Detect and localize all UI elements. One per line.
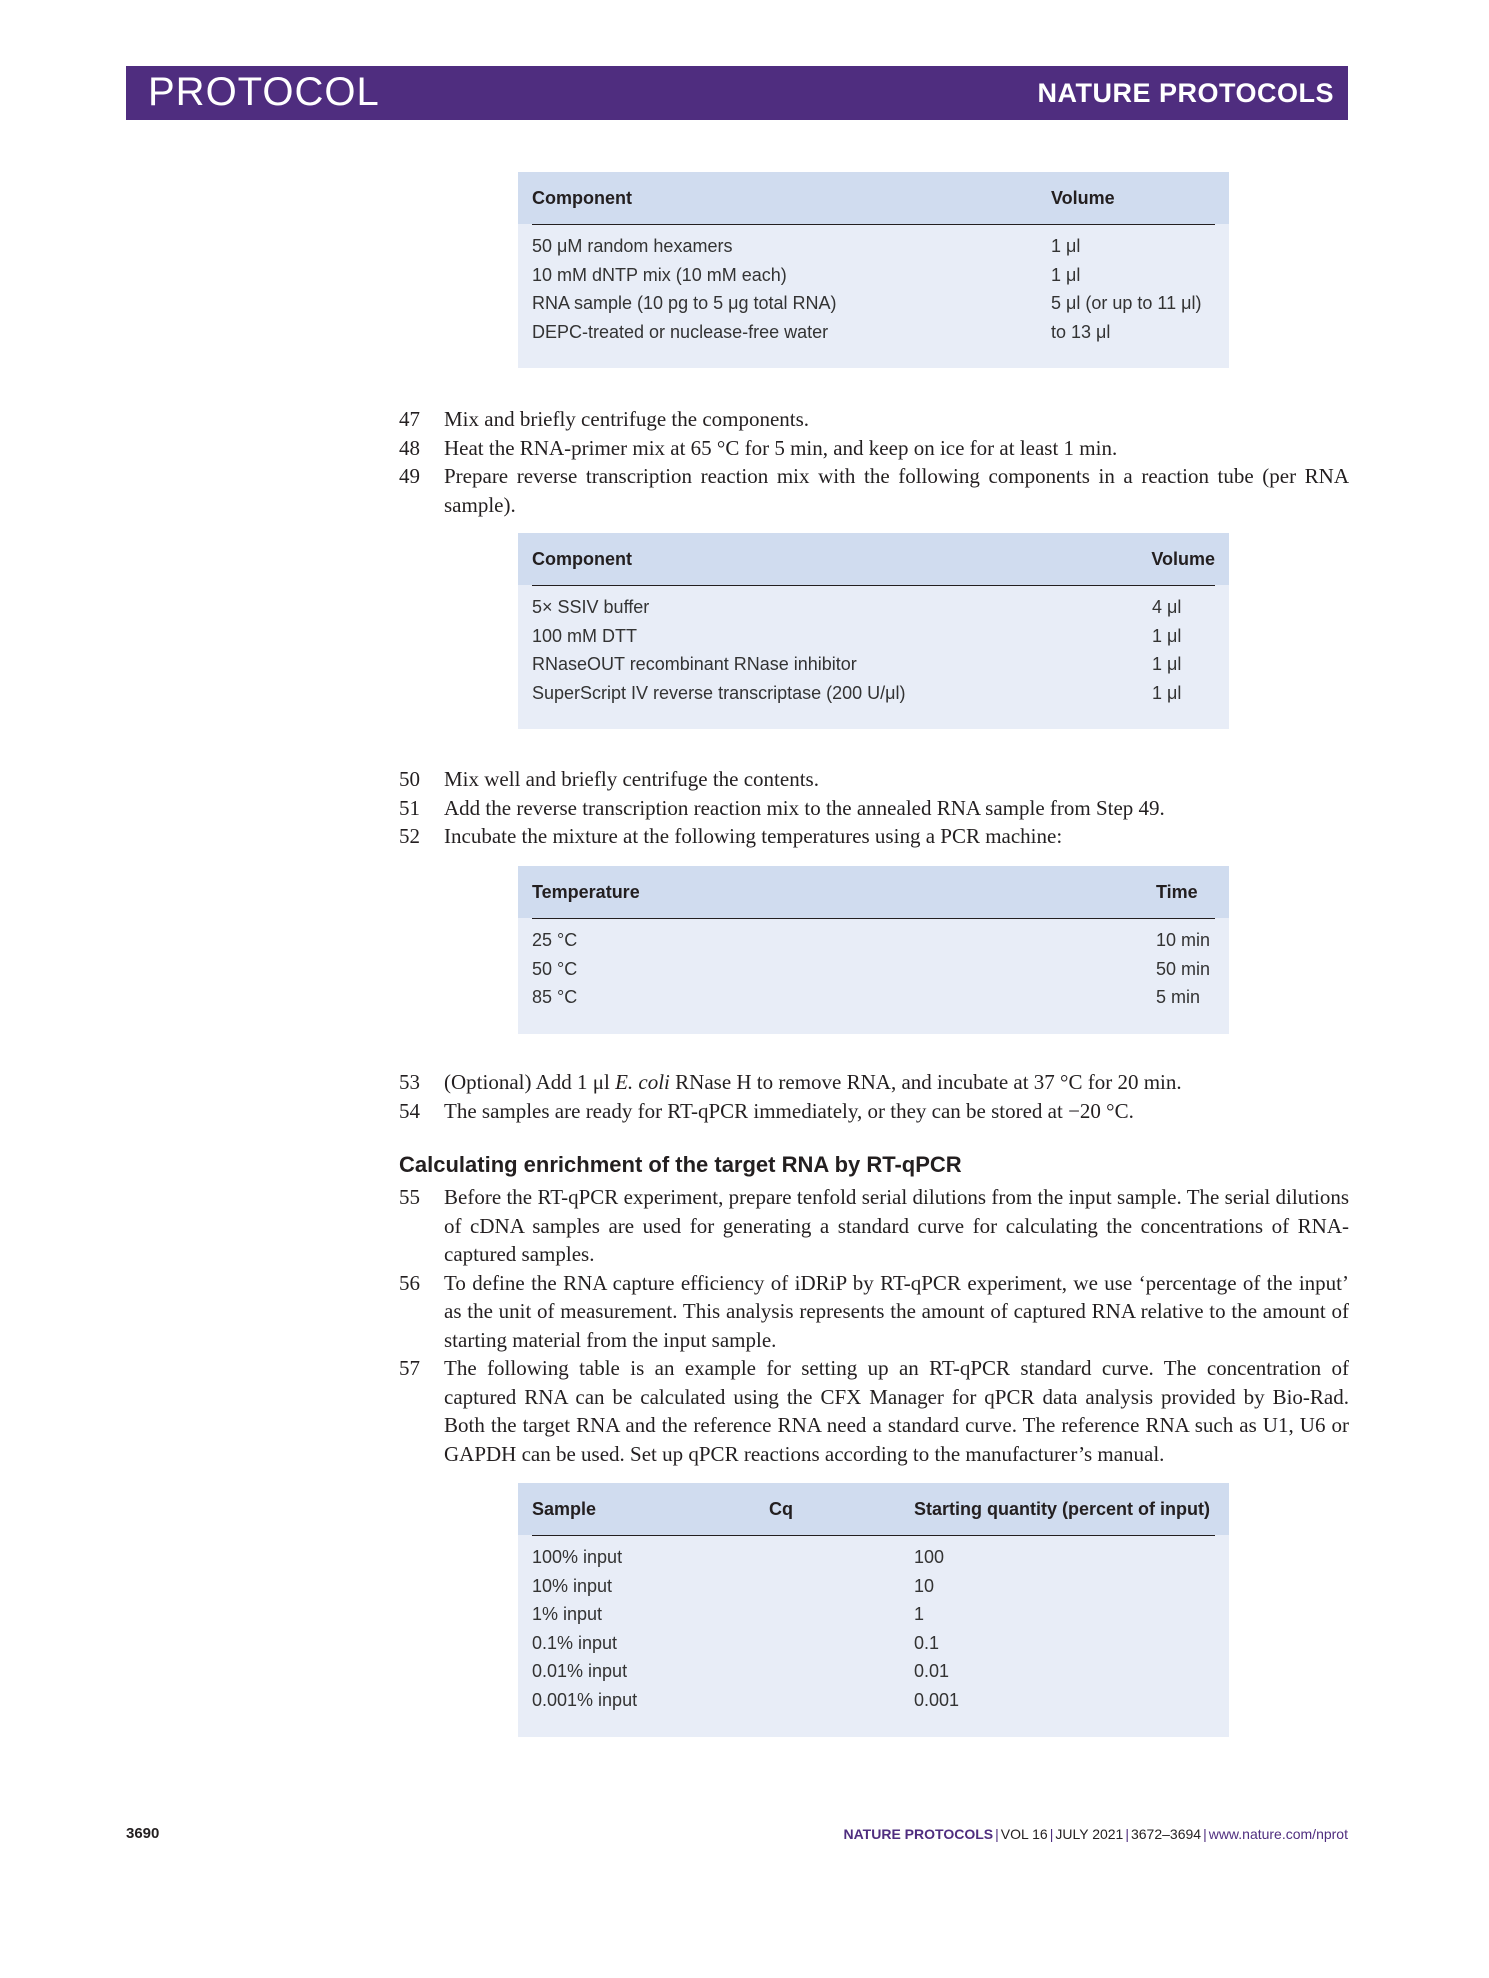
step-text: Heat the RNA-primer mix at 65 °C for 5 min, and keep on ice for at least 1 min. [444,435,1118,460]
column-header-starting-quantity: Starting quantity (percent of input) [914,1499,1210,1519]
table-row [518,957,1229,986]
volume-cell: 1 μl [1152,625,1182,646]
component-cell: 50 μM random hexamers [532,236,733,256]
temperature-cell: 50 °C [532,958,578,979]
table-body [518,585,1229,709]
step-text: To define the RNA capture efficiency of iDRiP by RT-qPCR experiment, we use ‘percentage of the input’ as the unit of measurement. This analysis represents the amount of captured RNA relative to the amount of starting material from the input sample. [444,1270,1349,1352]
step-number: 54 [399,1098,420,1123]
step-56 [399,1269,1349,1355]
volume-cell: to 13 μl [1051,321,1111,342]
step-number: 49 [399,464,420,488]
step-text: The following table is an example for setting up an RT-qPCR standard curve. The concentration of captured RNA can be calculated using the CFX Manager for qPCR data analysis provided by Bio-Rad. Both the target RNA and the reference RNA need a standard curve. The reference RNA such as U1, U6 or GAPDH can be used. Set up qPCR reactions according to the manufacturer’s manual. [444,1356,1349,1466]
step-47 [399,405,1349,434]
footer-url-link[interactable]: www.nature.com/nprot [1208,1826,1348,1842]
footer-date: JULY 2021 [1055,1826,1124,1842]
section-label: PROTOCOL [148,70,380,114]
time-cell: 5 min [1156,987,1201,1007]
table-row [518,291,1229,320]
column-header-volume: Volume [1051,188,1115,208]
step-number: 50 [399,767,420,791]
footer-separator: | [1203,1826,1207,1842]
component-cell: 5× SSIV buffer [532,597,650,617]
journal-label: NATURE PROTOCOLS [1037,78,1334,108]
table-header [518,533,1229,585]
table-header [518,866,1229,918]
footer-pages: 3672–3694 [1130,1826,1202,1842]
step-number: 48 [399,435,420,460]
footer-separator: | [995,1826,999,1842]
table-body [518,918,1229,1014]
column-header-temperature: Temperature [532,882,640,902]
table-row [518,320,1229,349]
column-header-component: Component [532,549,632,569]
column-header-time: Time [1156,882,1198,902]
header-bar [126,66,1348,120]
volume-cell: 1 μl [1051,236,1081,256]
step-number: 51 [399,795,420,820]
step-52 [399,822,1349,851]
step-text: Mix and briefly centrifuge the components. [444,407,810,431]
quantity-cell: 0.01 [914,1661,950,1681]
table-body [518,1535,1229,1716]
time-cell: 50 min [1156,958,1211,979]
column-header-cq: Cq [769,1499,793,1519]
table-row [518,1602,1229,1631]
table-rt-reaction-mix [518,533,1229,729]
sample-cell: 1% input [532,1604,603,1624]
component-cell: 100 mM DTT [532,625,638,646]
step-text: Add the reverse transcription reaction mix to the annealed RNA sample from Step 49. [444,795,1165,820]
step-49 [399,462,1349,519]
step-text: Incubate the mixture at the following temperatures using a PCR machine: [444,824,1063,848]
temperature-cell: 85 °C [532,987,578,1007]
footer-separator: | [1125,1826,1129,1842]
table-row [518,681,1229,710]
column-header-sample: Sample [532,1499,597,1519]
table-row [518,1659,1229,1688]
quantity-cell: 1 [914,1604,925,1624]
step-number: 53 [399,1070,420,1094]
sample-cell: 0.01% input [532,1661,628,1681]
step-51 [399,794,1349,823]
time-cell: 10 min [1156,930,1211,950]
table-row [518,1688,1229,1717]
step-57 [399,1354,1349,1468]
footer-volume: VOL 16 [1000,1826,1048,1842]
quantity-cell: 10 [914,1575,935,1596]
quantity-cell: 0.1 [914,1632,940,1653]
step-53 [399,1068,1349,1097]
page-number: 3690 [126,1825,160,1842]
section-heading: Calculating enrichment of the target RNA by RT-qPCR [399,1152,962,1177]
step-48 [399,434,1349,463]
sample-cell: 100% input [532,1547,623,1567]
column-header-component: Component [532,188,632,208]
table-header [518,1483,1229,1535]
table-standard-curve [518,1483,1229,1737]
volume-cell: 1 μl [1152,682,1182,703]
table-row [518,263,1229,292]
volume-cell: 1 μl [1051,264,1081,285]
step-55 [399,1183,1349,1269]
sample-cell: 10% input [532,1575,613,1596]
temperature-cell: 25 °C [532,930,578,950]
step-50 [399,765,1349,794]
step-54 [399,1097,1349,1126]
component-cell: SuperScript IV reverse transcriptase (200 U/μl) [532,682,906,703]
step-number: 56 [399,1270,420,1295]
component-cell: DEPC-treated or nuclease-free water [532,321,829,342]
table-rna-primer-mix [518,172,1229,368]
table-row [518,1545,1229,1574]
component-cell: RNA sample (10 pg to 5 μg total RNA) [532,293,837,313]
component-cell: RNaseOUT recombinant RNase inhibitor [532,654,857,674]
step-text: The samples are ready for RT-qPCR immediately, or they can be stored at −20 °C. [444,1098,1134,1123]
table-row [518,624,1229,653]
step-number: 47 [399,407,420,431]
table-row [518,1631,1229,1660]
table-row [518,985,1229,1014]
footer-citation [844,1826,1349,1842]
step-number: 55 [399,1185,420,1209]
table-header [518,172,1229,224]
quantity-cell: 0.001 [914,1689,960,1710]
step-text: Before the RT-qPCR experiment, prepare tenfold serial dilutions from the input sample. The serial dilutions of cDNA samples are used for generating a standard curve for calculating the concentrations of RNA-captured samples. [444,1185,1349,1266]
volume-cell: 4 μl [1152,597,1182,617]
volume-cell: 1 μl [1152,654,1182,674]
sample-cell: 0.001% input [532,1689,638,1710]
step-text-after: RNase H to remove RNA, and incubate at 37 °C for 20 min. [669,1070,1182,1094]
footer-separator: | [1049,1826,1054,1842]
table-row [518,1574,1229,1603]
table-row [518,595,1229,624]
volume-cell: 5 μl (or up to 11 μl) [1051,293,1202,313]
step-text-species: E. coli [615,1070,670,1094]
sample-cell: 0.1% input [532,1632,618,1653]
table-row [518,652,1229,681]
table-row [518,234,1229,263]
component-cell: 10 mM dNTP mix (10 mM each) [532,264,787,285]
table-body [518,224,1229,348]
step-number: 52 [399,824,420,848]
step-number: 57 [399,1356,420,1380]
table-pcr-temperatures [518,866,1229,1034]
footer-journal: NATURE PROTOCOLS [843,1826,994,1842]
quantity-cell: 100 [914,1547,945,1567]
steps-50-52 [399,765,1349,851]
steps-55-57 [399,1183,1349,1468]
step-text: Prepare reverse transcription reaction mix with the following components in a reaction tube (per RNA sample). [444,464,1349,517]
step-text-before: (Optional) Add 1 μl [444,1070,616,1094]
step-text: Mix well and briefly centrifuge the contents. [444,767,819,791]
column-header-volume: Volume [1151,549,1215,569]
table-row [518,928,1229,957]
steps-47-49 [399,405,1349,519]
steps-53-54 [399,1068,1349,1125]
